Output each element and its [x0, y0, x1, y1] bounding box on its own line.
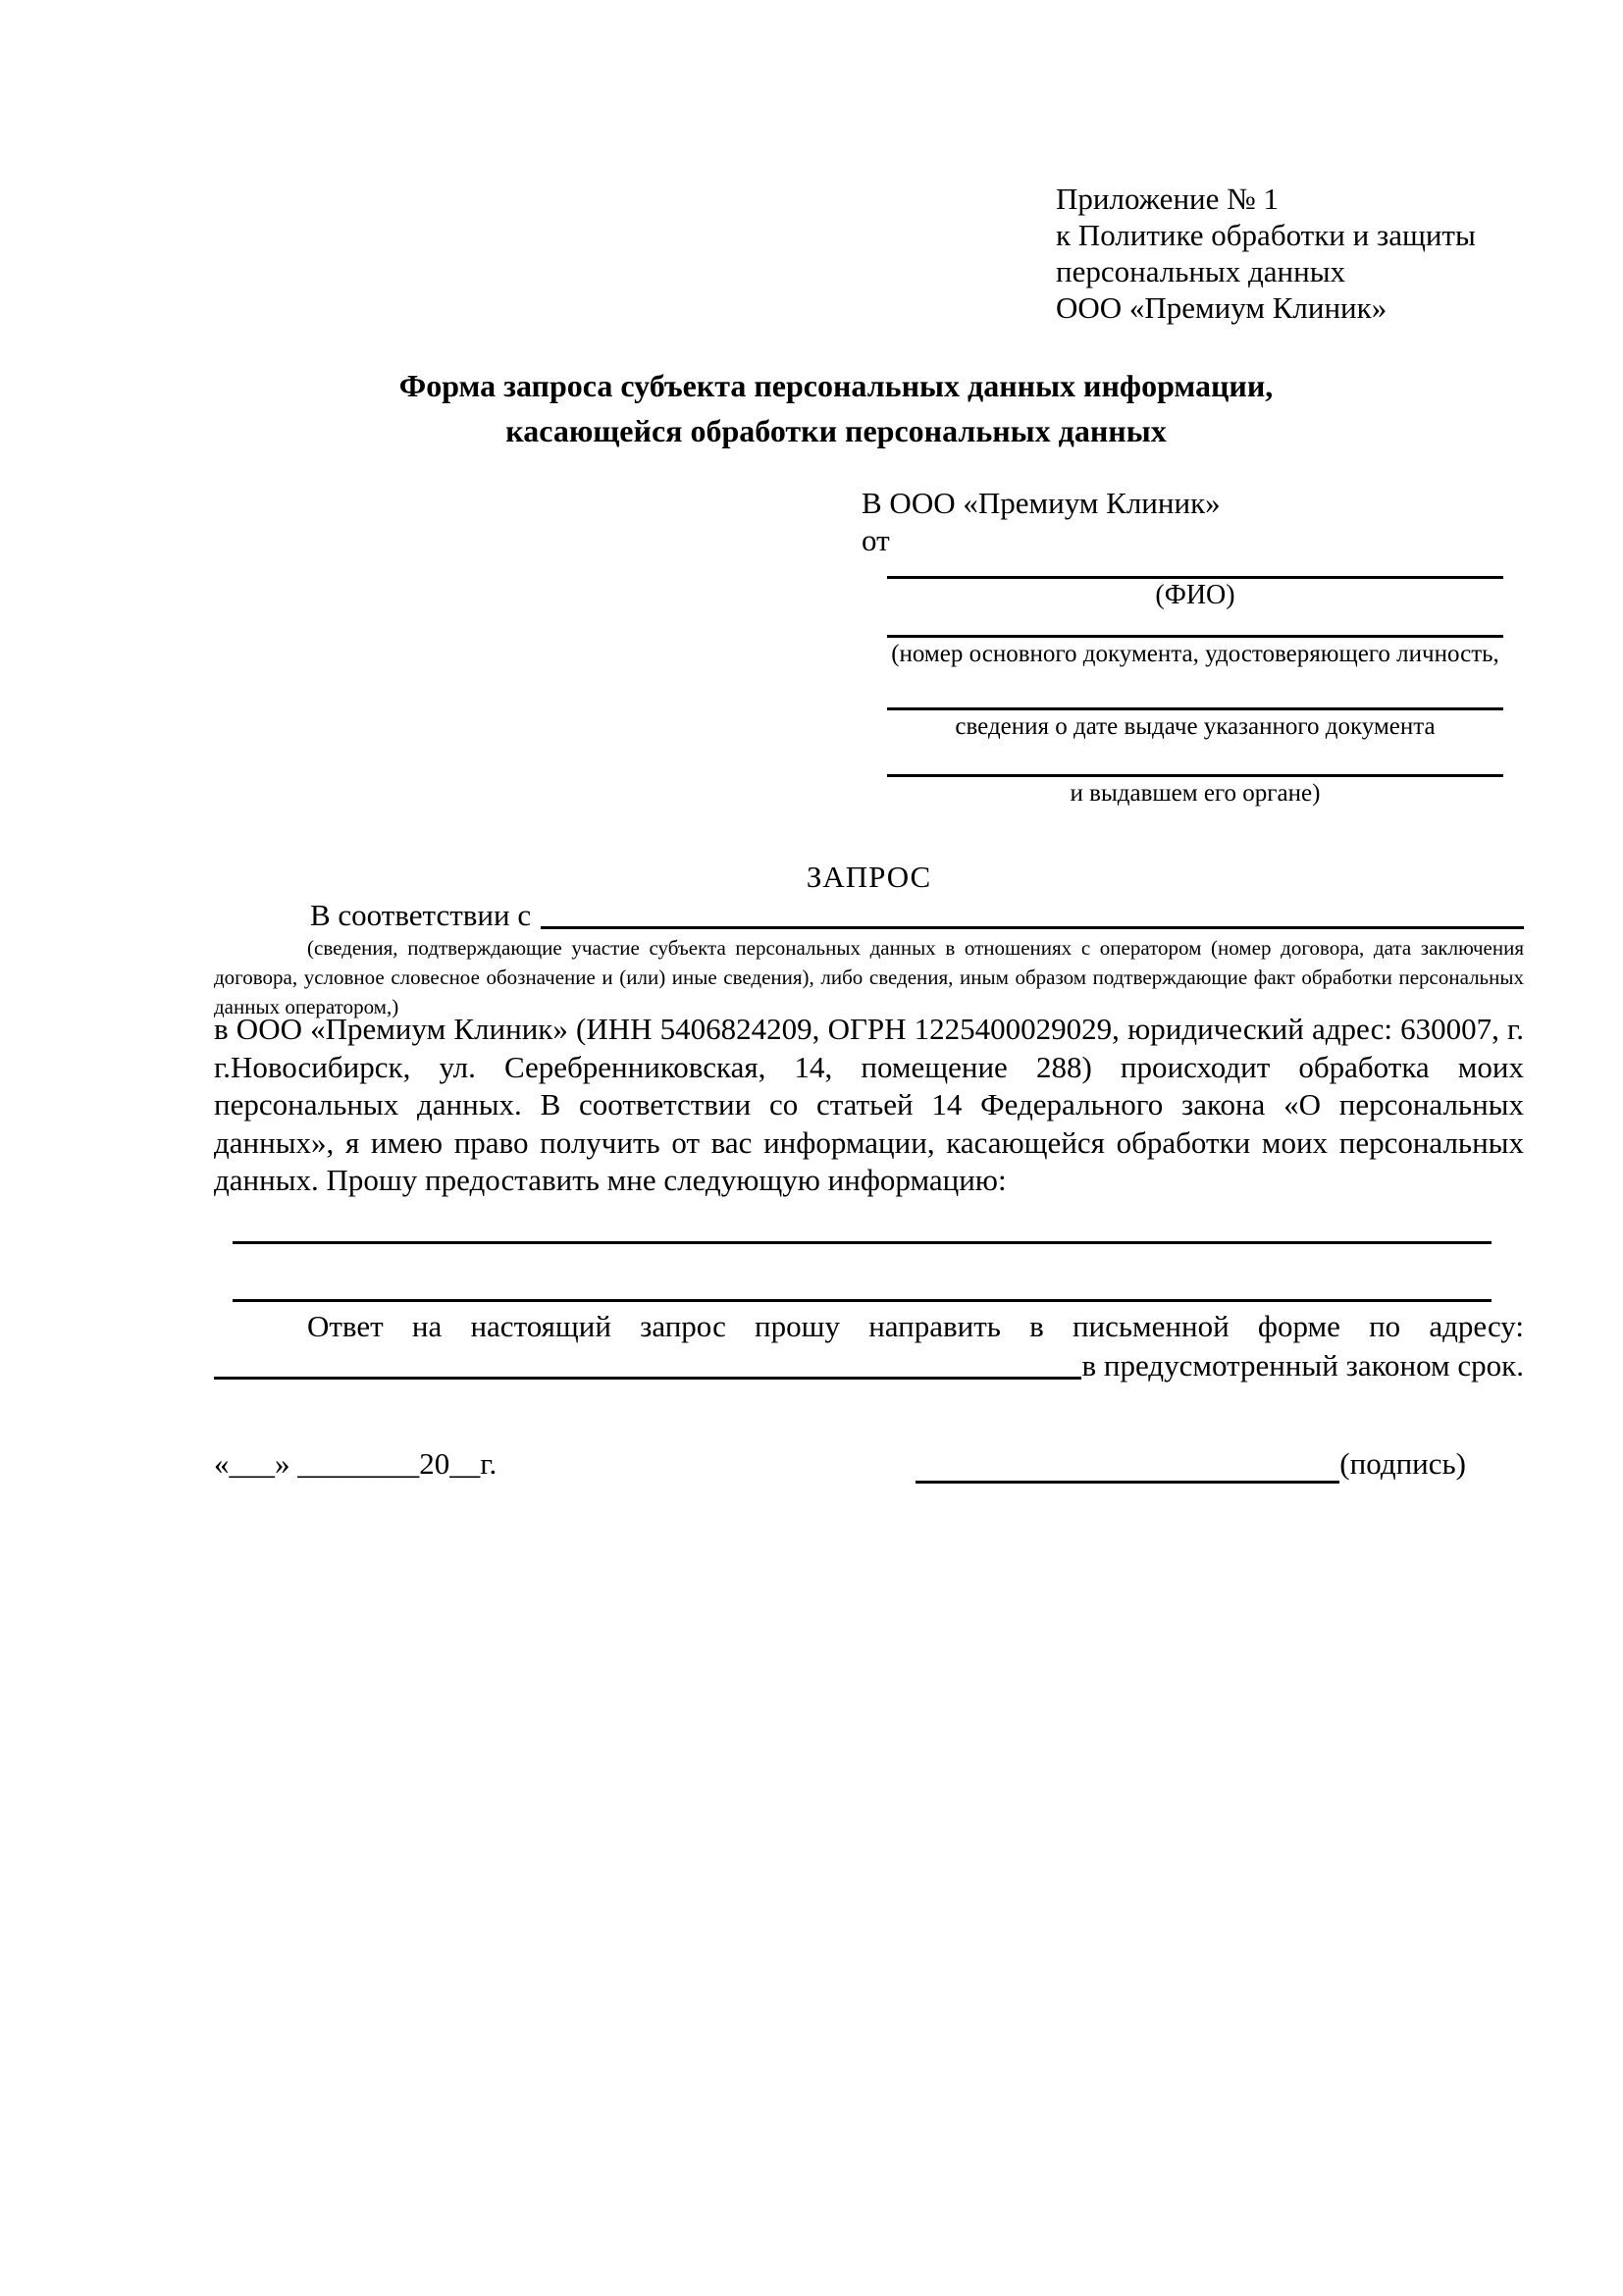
- request-heading: ЗАПРОС: [806, 860, 932, 894]
- fio-caption: (ФИО): [1155, 580, 1235, 610]
- issue-date-caption: сведения о дате выдаче указанного документа: [955, 713, 1436, 740]
- id-document-caption: (номер основного документа, удостоверяющего личность,: [891, 641, 1499, 667]
- reply-address-line: Ответ на настоящий запрос прошу направить в письменной форме по адресу:: [307, 1309, 1524, 1343]
- appendix-header: [1056, 181, 1476, 326]
- request-body-paragraph: в ООО «Премиум Клиник» (ИНН 5406824209, ОГРН 1225400029029, юридический адрес: 630007, г. г.Новосибирск, ул. Серебренниковская, 14, помещение 288) происходит обработка моих персональных данных. В соответствии со статьей 14 Федерального закона «О персональных данных», я имею право получить от вас информации, касающейся обработки моих персональных данных. Прошу предоставить мне следующую информацию:: [214, 1012, 1524, 1197]
- from-label: от: [862, 523, 890, 557]
- reply-term-line: [214, 1346, 1524, 1385]
- issuer-field: [887, 740, 1503, 807]
- compliance-caption: (сведения, подтверждающие участие субъекта персональных данных в отношениях с оператором (номер договора, дата заключения договора, условное словесное обозначение и (или) иные сведения), либо сведения, иным образом подтверждающие факт обработки персональных данных оператором,): [214, 936, 1524, 1018]
- date-field: «___» ________20__г.: [214, 1446, 497, 1481]
- compliance-intro-label: В соответствии с: [310, 898, 532, 932]
- date-signature-row: [214, 1444, 1466, 1484]
- recipient-line: В ООО «Премиум Клиник»: [862, 486, 1221, 520]
- header-line: ООО «Премиум Клиник»: [1056, 290, 1387, 325]
- reply-address-fill-line: [214, 1346, 1081, 1380]
- reply-term-text: в предусмотренный законом срок.: [1081, 1348, 1524, 1383]
- fio-field-line: [887, 559, 1503, 579]
- header-line: Приложение № 1: [1056, 182, 1279, 216]
- issuer-field-line: [887, 740, 1503, 777]
- document-title-line: касающейся обработки персональных данных: [505, 413, 1167, 448]
- signature-caption: (подпись): [1339, 1446, 1466, 1481]
- id-document-field-line: [887, 608, 1503, 638]
- id-document-field: [887, 608, 1503, 667]
- fio-field: [887, 559, 1503, 608]
- issue-date-field: [887, 667, 1503, 740]
- document-title-line: Форма запроса субъекта персональных данных информации,: [398, 368, 1274, 403]
- blank-field-line-2: [233, 1299, 1492, 1302]
- blank-field-line-1: [233, 1241, 1492, 1244]
- header-line: персональных данных: [1056, 254, 1346, 288]
- signature-line: [916, 1450, 1339, 1484]
- reply-paragraph: [214, 1307, 1524, 1385]
- issuer-caption: и выдавшем его органе): [1070, 780, 1321, 807]
- document-title: [147, 363, 1525, 453]
- issue-date-field-line: [887, 667, 1503, 710]
- compliance-fill-line: [541, 897, 1524, 929]
- addressee-block: [862, 485, 1503, 807]
- compliance-intro-row: [214, 897, 1524, 934]
- header-line: к Политике обработки и защиты: [1056, 218, 1476, 252]
- signature-group: [916, 1444, 1466, 1484]
